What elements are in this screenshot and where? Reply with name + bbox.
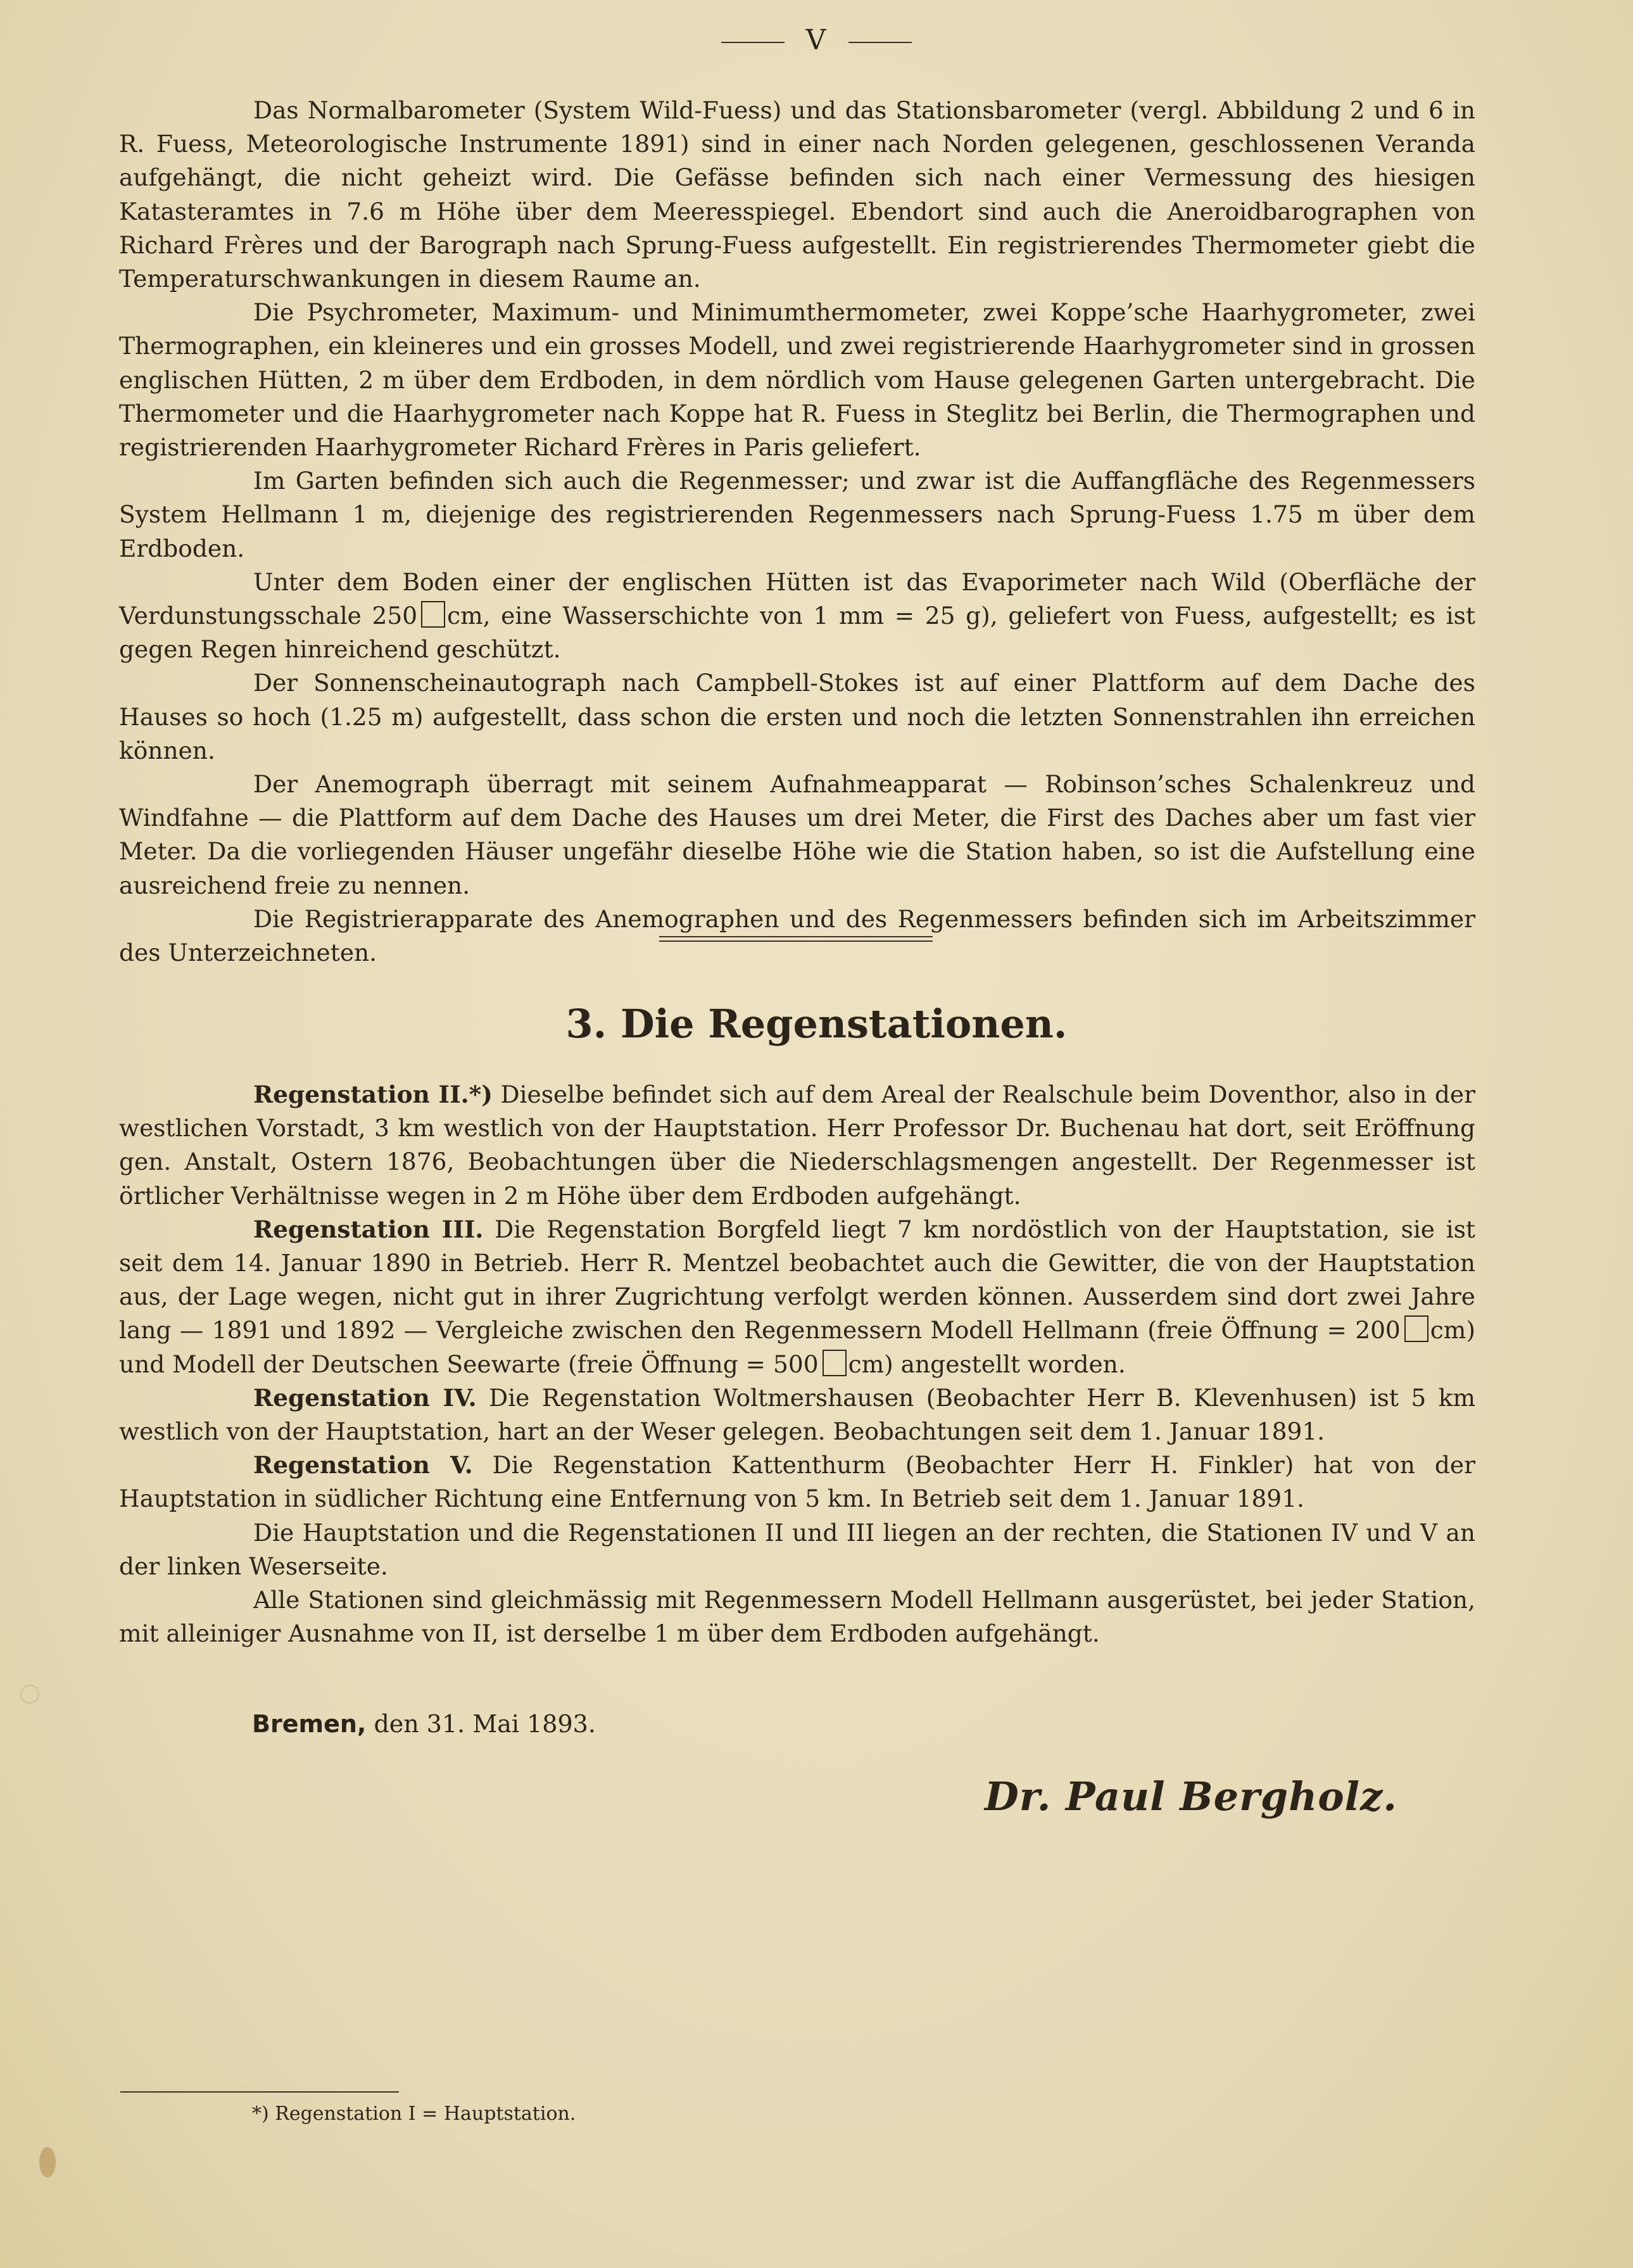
square-symbol-icon — [823, 1350, 847, 1376]
square-symbol-icon — [421, 601, 445, 628]
paragraph-registration: Die Registrierapparate des Anemographen und des Regenmessers befinden sich im Arbeitszimmer des Unterzeichneten. — [119, 904, 1475, 967]
station-3-text-b: cm) und Modell der Deutschen Seewarte (freie Öffnung = 500 — [119, 1316, 1475, 1378]
paragraph-all-stations: Alle Stationen sind gleichmässig mit Regenmessern Modell Hellmann ausgerüstet, bei jeder Station, mit alleiniger Ausnahme von II, ist derselbe 1 m über dem Erdboden aufgehängt. — [119, 1586, 1475, 1648]
signature: Dr. Paul Bergholz. — [985, 1773, 1397, 1820]
separator-line-top — [659, 936, 933, 937]
paragraph-garden: Im Garten befinden sich auch die Regenmesser; und zwar ist die Auffangfläche des Regenmessers System Hellmann 1 m, diejenige des registrierenden Regenmessers nach Sprung-Fuess 1.75 m über dem Erdboden. — [119, 467, 1475, 562]
dateline-city: Bremen, — [252, 1710, 367, 1738]
paragraph-station-5 — [119, 1448, 1475, 1516]
station-2-text: Dieselbe befindet sich auf dem Areal der Realschule beim Doventhor, also in der westlichen Vorstadt, 3 km westlich von der Hauptstation. Herr Professor Dr. Buchenau hat dort, seit Eröffnung gen. Anstalt, Ostern 1876, Beobachtungen über die Niederschlagsmengen angestellt. Der Regenmesser ist örtlicher Verhältnisse wegen in 2 m Höhe über dem Erdboden aufgehängt. — [119, 1080, 1475, 1210]
station-description — [119, 94, 1475, 970]
paragraph-barometer: Das Normalbarometer (System Wild-Fuess) und das Stationsbarometer (vergl. Abbildung 2 und 6 in R. Fuess, Meteorologische Instrumente 1891) sind in einer nach Norden gelegenen, geschlossenen Veranda aufgehängt, die nicht geheizt wird. Die Gefässe befinden sich nach einer Vermessung des hiesigen Katasteramtes in 7.6 m Höhe über dem Meeresspiegel. Ebendort sind auch die Aneroidbarographen von Richard Frères und der Barograph nach Sprung-Fuess aufgestellt. Ein registrierendes Thermometer giebt die Temperaturschwankungen in diesem Raume an. — [119, 96, 1475, 293]
paragraph-evaporimeter — [119, 566, 1475, 667]
station-3-label: Regenstation III. — [253, 1215, 484, 1243]
station-5-text: Die Regenstation Kattenthurm (Beobachter Herr H. Finkler) hat von der Hauptstation in südlicher Richtung eine Entfernung von 5 km. In Betrieb seit dem 1. Januar 1891. — [119, 1451, 1475, 1513]
station-2-label: Regenstation II.*) — [253, 1080, 493, 1108]
paragraph-anemograph: Der Anemograph überragt mit seinem Aufnahmeapparat — Robinson’sches Schalenkreuz und Windfahne — die Plattform auf dem Dache des Hauses um drei Meter, die First des Daches aber um fast vier Meter. Da die vorliegenden Häuser ungefähr dieselbe Höhe wie die Station haben, so ist die Aufstellung eine ausreichend freie zu nennen. — [119, 770, 1475, 899]
paragraph-weser: Die Hauptstation und die Regenstationen II und III liegen an der rechten, die Stationen IV und V an der linken Weserseite. — [119, 1518, 1475, 1580]
header-rule-left — [721, 42, 785, 43]
section-heading: 3. Die Regenstationen. — [565, 1001, 1068, 1047]
evaporimeter-text-before: Unter dem Boden einer der englischen Hütten ist das Evaporimeter nach Wild (Oberfläche der Verdunstungsschale 250 — [119, 567, 1475, 630]
rain-stations — [119, 1078, 1475, 1650]
paragraph-station-2 — [119, 1078, 1475, 1213]
square-symbol-icon — [1404, 1315, 1428, 1342]
station-4-text: Die Regenstation Woltmershausen (Beobachter Herr B. Klevenhusen) ist 5 km westlich von der Hauptstation, hart an der Weser gelegen. Beobachtungen seit dem 1. Januar 1891. — [119, 1383, 1476, 1446]
header-rule-right — [848, 42, 912, 43]
station-3-text-c: cm) angestellt worden. — [848, 1350, 1126, 1378]
dateline — [252, 1710, 596, 1738]
paper-mark — [20, 1685, 39, 1704]
page-number: V — [805, 24, 828, 56]
separator-line-bottom — [659, 941, 933, 942]
evaporimeter-text-after: cm, eine Wasserschichte von 1 mm = 25 g), geliefert von Fuess, aufgestellt; es ist gegen Regen hinreichend geschützt. — [119, 602, 1475, 664]
footnote-rule — [120, 2091, 399, 2093]
station-3-text-a: Die Regenstation Borgfeld liegt 7 km nordöstlich von der Hauptstation, sie ist seit dem 14. Januar 1890 in Betrieb. Herr R. Mentzel beobachtet auch die Gewitter, die von der Hauptstation aus, der Lage wegen, nicht gut in ihrer Zugrichtung verfolgt werden können. Ausserdem sind dort zwei Jahre lang — 1891 und 1892 — Vergleiche zwischen den Regenmessern Modell Hellmann (freie Öffnung = 200 — [119, 1215, 1476, 1345]
paragraph-station-3 — [119, 1213, 1475, 1381]
page-header — [0, 24, 1633, 56]
station-4-label: Regenstation IV. — [253, 1383, 477, 1412]
paragraph-station-4 — [119, 1381, 1475, 1448]
paper-stain — [39, 2147, 56, 2177]
dateline-date: den 31. Mai 1893. — [374, 1710, 596, 1738]
section-separator — [659, 936, 933, 942]
station-5-label: Regenstation V. — [253, 1451, 473, 1479]
paragraph-sunshine: Der Sonnenscheinautograph nach Campbell-Stokes ist auf einer Plattform auf dem Dache des Hauses so hoch (1.25 m) aufgestellt, dass schon die ersten und noch die letzten Sonnenstrahlen ihn erreichen können. — [119, 669, 1475, 764]
paragraph-psychrometer: Die Psychrometer, Maximum- und Minimumthermometer, zwei Koppe’sche Haarhygrometer, zwei Thermographen, ein kleineres und ein grosses Modell, und zwei registrierende Haarhygrometer sind in grossen englischen Hütten, 2 m über dem Erdboden, in dem nördlich vom Hause gelegenen Garten untergebracht. Die Thermometer und die Haarhygrometer nach Koppe hat R. Fuess in Steglitz bei Berlin, die Thermographen und registrierenden Haarhygrometer Richard Frères in Paris geliefert. — [119, 298, 1475, 462]
footnote: *) Regenstation I = Hauptstation. — [252, 2103, 576, 2125]
